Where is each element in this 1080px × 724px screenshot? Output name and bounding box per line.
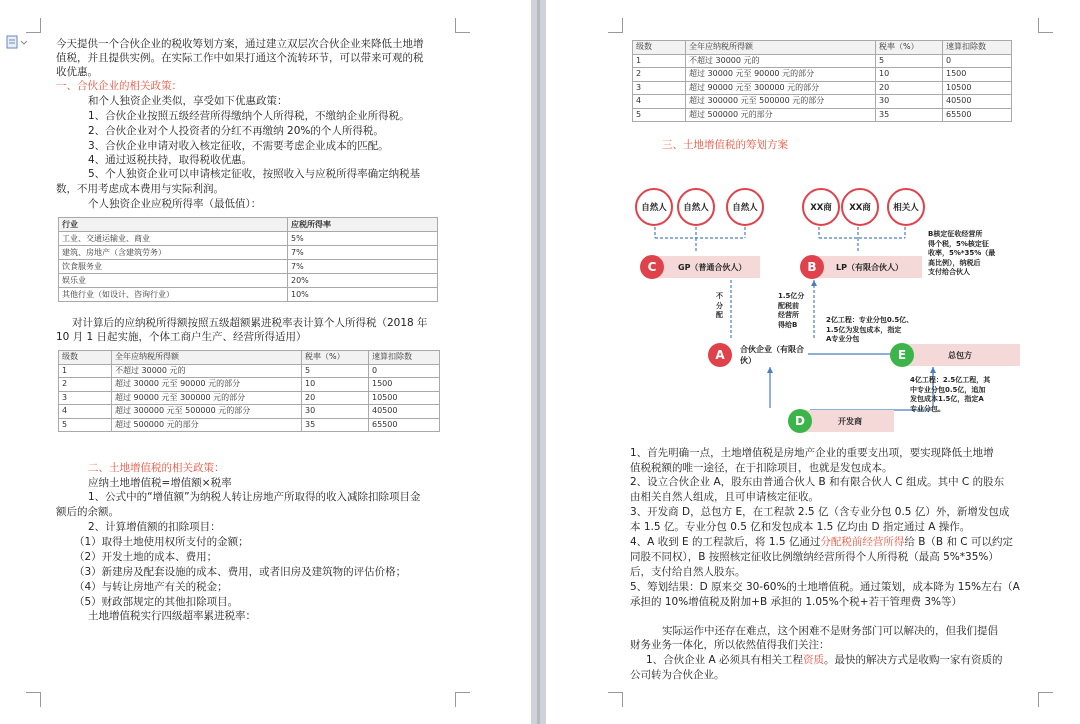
table-row: [59, 232, 438, 246]
table-row: [59, 274, 438, 288]
table-row: [633, 108, 1012, 122]
table-row: [59, 246, 438, 260]
table-cell: 超过 300000 元至 500000 元的部分: [686, 95, 876, 109]
note-no-distribution: [716, 292, 723, 321]
highlight-span: 资质: [803, 654, 825, 666]
table-cell: 10500: [369, 391, 440, 405]
note-line: B核定征收经营所: [928, 230, 983, 238]
table-cell: 10%: [288, 288, 438, 302]
paragraph-line: 公司转为合伙企业。: [630, 669, 725, 681]
paragraph-line: 2、合伙企业对个人投资者的分红不再缴纳 20%的个人所得税。: [88, 125, 384, 137]
table-header-cell: 应税所得率: [288, 218, 438, 232]
paragraph-line: 由相关自然人组成，且可申请核定征收。: [630, 491, 819, 503]
paragraph-line: 后，支付给自然人股东。: [630, 566, 746, 578]
table-cell: 工业、交通运输业、商业: [59, 232, 288, 246]
table-row: [633, 54, 1012, 68]
natural-person-node: 自然人: [677, 188, 715, 226]
table-cell: 0: [369, 364, 440, 378]
table-cell: 5: [633, 108, 686, 122]
partner-node: XX商: [841, 188, 879, 226]
document-page-left: [0, 0, 531, 724]
page-corner-mark: [26, 18, 41, 33]
paragraph-line: 对计算后的应纳税所得额按照五级超额累进税率表计算个人所得税（2018 年: [72, 317, 428, 329]
note-line: 经营所: [778, 311, 799, 319]
tax-planning-diagram: [630, 180, 1030, 440]
industry-rate-table: [58, 217, 438, 302]
table-cell: 65500: [943, 108, 1012, 122]
table-cell: 超过 500000 元的部分: [686, 108, 876, 122]
note-4yi-project: [910, 376, 990, 414]
paragraph-line: 2、设立合伙企业 A，股东由普通合伙人 B 和有限合伙人 C 组成。其中 C 的股东: [630, 476, 1005, 488]
text-span: 4、A 收到 E 的工程款后，将 1.5 亿通过: [630, 536, 821, 548]
badge-a: A: [708, 343, 732, 367]
table-cell: 7%: [288, 260, 438, 274]
table-cell: 5: [876, 54, 943, 68]
table-cell: 30: [876, 95, 943, 109]
table-cell: 1: [633, 54, 686, 68]
table-header-cell: 税率（%）: [876, 41, 943, 55]
scrollbar[interactable]: [537, 0, 540, 724]
table-row: [59, 391, 440, 405]
paragraph-line: 5、筹划结果：D 原来交 30-60%的土地增值税。通过策划，成本降为 15%左右（A: [630, 581, 1020, 593]
contractor-bar: 总包方: [900, 344, 1020, 366]
natural-person-node: 自然人: [635, 188, 673, 226]
table-row: [59, 378, 440, 392]
table-row: [59, 418, 440, 432]
note-line: 分: [716, 301, 723, 310]
badge-c: C: [640, 255, 664, 279]
table-header-cell: 级数: [633, 41, 686, 55]
paragraph-line: 额后的余额。: [56, 506, 119, 518]
table-row: [633, 81, 1012, 95]
section-heading: 二、土地增值税的相关政策：: [88, 462, 225, 474]
note-line: 配: [716, 311, 723, 319]
paragraph-line: 3、合伙企业申请对收入核定征收，不需要考虑企业成本的匹配。: [88, 140, 389, 152]
table-cell: 不超过 30000 元的: [112, 364, 302, 378]
note-line: 得个税，5%核定征: [928, 239, 989, 248]
table-row: [59, 260, 438, 274]
note-line: 发包成本1.5亿，指定A: [910, 395, 984, 403]
page-corner-mark: [455, 18, 470, 33]
paragraph-line: 个人独资企业应税所得率（最低值）：: [88, 198, 262, 210]
table-cell: 1500: [943, 68, 1012, 82]
table-cell: 1: [59, 364, 112, 378]
paragraph-line: 应纳土地增值税=增值额×税率: [88, 477, 232, 489]
page-corner-mark: [608, 692, 623, 707]
table-header-cell: 全年应纳税所得额: [112, 351, 302, 365]
note-line: 支付给合伙人: [928, 268, 970, 276]
table-cell: 10: [876, 68, 943, 82]
table-row: [633, 95, 1012, 109]
note-line: 专业分包。: [910, 404, 945, 413]
table-header-cell: 全年应纳税所得额: [686, 41, 876, 55]
table-cell: 3: [59, 391, 112, 405]
paragraph-line: 5、个人独资企业可以申请核定征收，按照收入与应税所得率确定纳税基: [88, 168, 421, 180]
page-corner-mark: [1038, 692, 1053, 707]
table-cell: 超过 30000 元至 90000 元的部分: [686, 68, 876, 82]
highlight-span: 分配税前经营所得: [820, 536, 905, 548]
text-span: 。最快的解决方式是收购一家有资质的: [824, 654, 1003, 666]
note-line: A专业分包: [826, 335, 860, 343]
note-line: 1.5亿分: [778, 292, 805, 300]
badge-e: E: [890, 343, 914, 367]
table-cell: 超过 300000 元至 500000 元的部分: [112, 405, 302, 419]
table-row: [59, 364, 440, 378]
partner-node: XX商: [802, 188, 840, 226]
table-cell: 1500: [369, 378, 440, 392]
table-cell: 娱乐业: [59, 274, 288, 288]
table-header-row: [59, 351, 440, 365]
table-cell: 建筑、房地产（含建筑劳务）: [59, 246, 288, 260]
paragraph-line: [646, 653, 1003, 668]
note-line: 不: [716, 292, 723, 300]
table-cell: 2: [633, 68, 686, 82]
paragraph-line: 和个人独资企业类似，享受如下优惠政策：: [88, 95, 288, 107]
paragraph-line: （3）新建房及配套设施的成本、费用，或者旧房及建筑物的评估价格；: [74, 566, 407, 578]
table-cell: 4: [633, 95, 686, 109]
table-cell: 40500: [943, 95, 1012, 109]
table-header-row: [59, 218, 438, 232]
gp-bar: GP（普通合伙人）: [650, 256, 760, 278]
note-line: 4亿工程：2.5亿工程，其: [910, 376, 991, 384]
paragraph-line: 1、首先明确一点，土地增值税是房地产企业的重要支出项，要实现降低土地增: [630, 447, 994, 459]
note-line: 收率，5%*35%（最: [928, 249, 996, 257]
section-heading: 一、合伙企业的相关政策：: [56, 80, 182, 92]
table-cell: 35: [876, 108, 943, 122]
table-header-cell: 速算扣除数: [369, 351, 440, 365]
table-header-row: [633, 41, 1012, 55]
table-cell: 超过 90000 元至 300000 元的部分: [112, 391, 302, 405]
text-span: 1、合伙企业 A 必须具有相关工程: [646, 654, 804, 666]
table-cell: 超过 30000 元至 90000 元的部分: [112, 378, 302, 392]
table-cell: 5: [59, 418, 112, 432]
table-cell: 5%: [288, 232, 438, 246]
partnership-bar: 合伙企业（有限合伙）: [718, 344, 808, 366]
paragraph-line: 土地增值税实行四级超率累进税率：: [88, 610, 256, 622]
table-cell: 不超过 30000 元的: [686, 54, 876, 68]
intro-line: 今天提供一个合伙企业的税收筹划方案，通过建立双层次合伙企业来降低土地增: [56, 38, 424, 50]
paragraph-line: [630, 535, 1013, 550]
section-heading: 三、土地增值税的筹划方案: [662, 139, 788, 151]
paragraph-line: 2、计算增值额的扣除项目：: [88, 521, 221, 533]
table-header-cell: 行业: [59, 218, 288, 232]
note-line: 1.5亿为发包成本，指定: [826, 325, 902, 334]
paragraph-line: 值税税额的唯一途径，在于扣除项目，也就是发包成本。: [630, 462, 893, 474]
lp-bar: LP（有限合伙人）: [810, 256, 922, 278]
page-corner-mark: [608, 18, 623, 33]
natural-person-node: 自然人: [726, 188, 764, 226]
table-cell: 超过 90000 元至 300000 元的部分: [686, 81, 876, 95]
partner-node: 相关人: [887, 188, 925, 226]
note-line: 中专业分包0.5亿，追加: [910, 385, 986, 394]
table-cell: 饮食服务业: [59, 260, 288, 274]
document-page-right: [546, 0, 1080, 724]
page-corner-mark: [26, 692, 41, 707]
paragraph-line: 同股不同权），B 按照核定征收比例缴纳经营所得个人所得税（最高 5%*35%）: [630, 551, 999, 563]
paragraph-line: 数，不用考虑成本费用与实际利润。: [56, 183, 224, 195]
note-distribution: [778, 292, 804, 330]
intro-line: 收优惠。: [56, 66, 98, 78]
table-cell: 0: [943, 54, 1012, 68]
table-header-cell: 税率（%）: [302, 351, 369, 365]
note-b-tax: [928, 230, 995, 278]
intro-line: 值税，并且提供实例。在实际工作中如果打通这个流转环节，可以带来可观的税: [56, 52, 424, 64]
table-cell: 10: [302, 378, 369, 392]
note-2yi-project: [826, 316, 913, 345]
paragraph-line: 10 月 1 日起实施，个体工商户生产、经营所得适用）: [56, 331, 307, 343]
table-cell: 超过 500000 元的部分: [112, 418, 302, 432]
table-header-cell: 级数: [59, 351, 112, 365]
table-cell: 65500: [369, 418, 440, 432]
paragraph-line: （2）开发土地的成本、费用；: [74, 551, 218, 563]
page-corner-mark: [1038, 18, 1053, 33]
table-row: [59, 405, 440, 419]
land-vat-rate-table: [632, 40, 1012, 122]
tax-rate-table: [58, 350, 440, 432]
table-cell: 20%: [288, 274, 438, 288]
note-line: 得给B: [778, 320, 798, 329]
paragraph-line: 本 1.5 亿。专业分包 0.5 亿和发包成本 1.5 亿均由 D 指定通过 A 操作。: [630, 521, 971, 533]
paragraph-line: 财务业务一体化，所以依然值得我们关注：: [630, 639, 830, 651]
table-cell: 20: [302, 391, 369, 405]
text-span: 给 B（B 和 C 可以约定: [904, 536, 1013, 548]
paragraph-line: 实际运作中还存在难点，这个困难不是财务部门可以解决的，但我们提倡: [662, 625, 998, 637]
table-cell: 35: [302, 418, 369, 432]
table-cell: 5: [302, 364, 369, 378]
table-cell: 20: [876, 81, 943, 95]
table-cell: 7%: [288, 246, 438, 260]
paragraph-line: （5）财政部规定的其他扣除项目。: [74, 596, 239, 608]
table-row: [59, 288, 438, 302]
paragraph-line: 承担的 10%增值税及附加+B 承担的 1.05%个税+若干管理费 3%等）: [630, 596, 963, 608]
table-cell: 3: [633, 81, 686, 95]
table-cell: 10500: [943, 81, 1012, 95]
paragraph-line: 3、开发商 D，总包方 E，在工程款 2.5 亿（含专业分包 0.5 亿）外，新增发包成: [630, 506, 1010, 518]
table-cell: 4: [59, 405, 112, 419]
paragraph-line: （1）取得土地使用权所支付的金额；: [74, 536, 249, 548]
paragraph-line: 1、公式中的“增值额”为纳税人转让房地产所取得的收入减除扣除项目金: [88, 491, 421, 503]
table-header-cell: 速算扣除数: [943, 41, 1012, 55]
developer-bar: 开发商: [798, 410, 894, 432]
badge-b: B: [800, 255, 824, 279]
table-row: [633, 68, 1012, 82]
document-icon[interactable]: [6, 35, 28, 49]
paragraph-line: 4、通过返税扶持，取得税收优惠。: [88, 154, 253, 166]
page-corner-mark: [455, 692, 470, 707]
table-cell: 40500: [369, 405, 440, 419]
note-line: 高比例），纳税后: [928, 258, 981, 267]
paragraph-line: 1、合伙企业按照五级经营所得缴纳个人所得税，不缴纳企业所得税。: [88, 110, 410, 122]
table-cell: 2: [59, 378, 112, 392]
paragraph-line: （4）与转让房地产有关的税金；: [74, 581, 228, 593]
note-line: 配税前: [778, 301, 799, 310]
badge-d: D: [788, 409, 812, 433]
table-cell: 其他行业（如设计、咨询行业）: [59, 288, 288, 302]
note-line: 2亿工程：专业分包0.5亿、: [826, 316, 914, 324]
table-cell: 30: [302, 405, 369, 419]
